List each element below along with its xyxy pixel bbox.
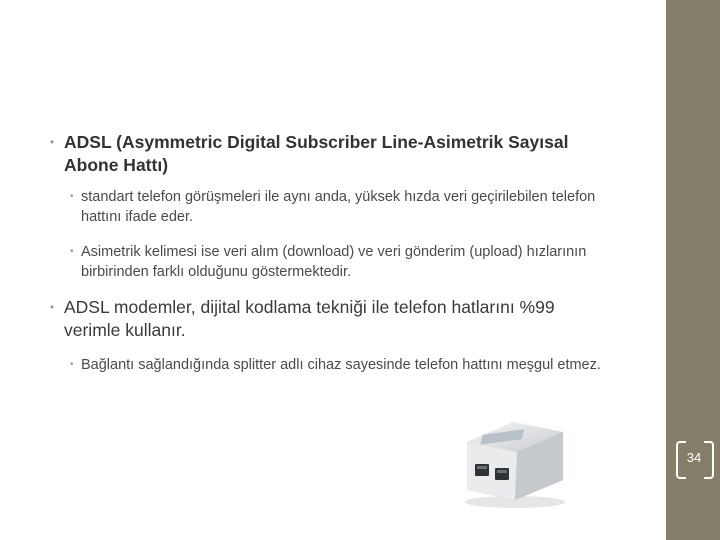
bullet-text: standart telefon görüşmeleri ile aynı anda, yüksek hızda veri geçirilebilen telefon hattını ifade eder. [81,189,596,225]
bullet-dot: • [70,246,74,257]
bullet-adsl-definition [50,131,640,177]
sub-bullet-asymmetric [70,242,640,282]
page-number-text: 34 [686,450,702,465]
bullet-text: ADSL modemler, dijital kodlama tekniği ile telefon hatlarını %99 verimle kullanır. [64,297,555,340]
page-number-bracket-right [704,441,714,479]
page-number [676,441,716,477]
bullet-dot: • [50,300,55,314]
bullet-dot: • [70,359,74,370]
bullet-text: Bağlantı sağlandığında splitter adlı cihaz sayesinde telefon hattını meşgul etmez. [81,357,601,373]
bullet-dot: • [70,191,74,202]
sub-bullet-splitter [70,355,640,375]
splitter-device-image [455,402,569,512]
bullet-text: Asimetrik kelimesi ise veri alım (download) ve veri gönderim (upload) hızlarının birbirinden farklı olduğunu göstermektedir. [81,244,587,280]
sub-bullet-standard-phone [70,187,640,227]
bullet-text: ADSL (Asymmetric Digital Subscriber Line-Asimetrik Sayısal Abone Hattı) [64,132,569,175]
bullet-dot: • [50,135,55,149]
bullet-adsl-modems [50,296,640,342]
